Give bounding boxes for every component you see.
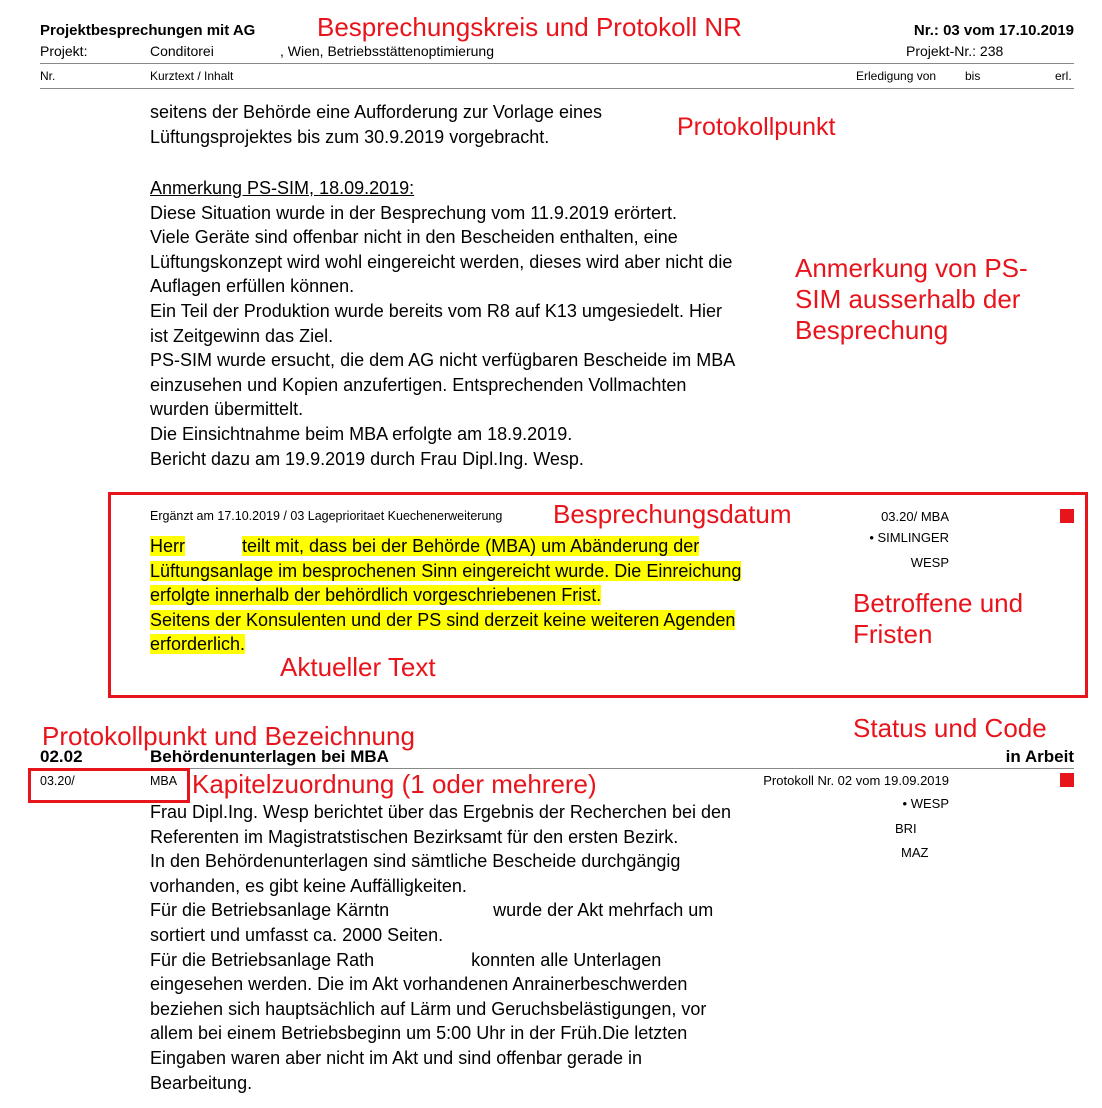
project-name-rest: , Wien, Betriebsstättenoptimierung <box>280 43 494 59</box>
text-line: seitens der Behörde eine Aufforderung zur Vorlage eines <box>150 102 602 122</box>
text-segment: wurde der Akt mehrfach um <box>493 900 714 921</box>
boxed-text <box>150 534 741 657</box>
text-segment: teilt mit, dass bei der Behörde (MBA) um Abänderung der <box>242 536 700 556</box>
item-person2: BRI <box>895 821 917 836</box>
redacted-text <box>374 948 471 973</box>
text-line: eingesehen werden. Die im Akt vorhandenen Anrainerbeschwerden <box>150 974 688 995</box>
document-title: Projektbesprechungen mit AG <box>40 22 256 39</box>
kapitel-code: 03.20/ <box>40 774 75 788</box>
anmerkung-heading: Anmerkung PS-SIM, 18.09.2019: <box>150 178 415 198</box>
text-line: erforderlich. <box>150 634 246 655</box>
section1-intro <box>150 100 602 149</box>
redacted-text <box>389 898 493 923</box>
text-line: PS-SIM wurde ersucht, die dem AG nicht verfügbaren Bescheide im MBA <box>150 350 736 371</box>
annotation-protokollpunkt: Protokollpunkt <box>677 113 836 141</box>
text-line: Viele Geräte sind offenbar nicht in den Bescheiden enthalten, eine <box>150 227 678 248</box>
annotation-kapitel: Kapitelzuordnung (1 oder mehrere) <box>192 769 597 799</box>
protocol-number: Nr.: 03 vom 17.10.2019 <box>913 22 1074 39</box>
text-line: beziehen sich hauptsächlich auf Lärm und Geruchsbelästigungen, vor <box>150 998 707 1019</box>
status-square <box>1060 509 1074 523</box>
section1-anmerkung <box>150 176 735 471</box>
text-line: Lüftungsanlage im besprochenen Sinn eingereicht wurde. Die Einreichung <box>150 560 742 581</box>
text-line: Eingaben waren aber nicht im Akt und sind offenbar gerade in <box>150 1047 642 1068</box>
item-person1: • WESP <box>902 796 949 811</box>
project-label: Projekt: <box>40 43 88 59</box>
text-line: ist Zeitgewinn das Ziel. <box>150 325 334 346</box>
annotation-status: Status und Code <box>853 713 1047 743</box>
boxed-code: 03.20/ MBA <box>881 509 949 524</box>
annotation-anmerkung-line2: SIM ausserhalb der <box>795 284 1021 315</box>
annotation-datum: Besprechungsdatum <box>553 499 792 529</box>
annotation-betroffene-line1: Betroffene und <box>853 588 1024 618</box>
col-bis: bis <box>965 69 981 83</box>
text-line: Die Einsichtnahme beim MBA erfolgte am 18.9.2019. <box>150 423 573 444</box>
boxed-person2: WESP <box>910 555 949 570</box>
redacted-name <box>185 534 242 559</box>
annotation-aktuell: Aktueller Text <box>280 652 436 682</box>
col-kurztext: Kurztext / Inhalt <box>150 69 234 83</box>
annotation-anmerkung-line3: Besprechung <box>795 315 949 346</box>
annotation-anmerkung <box>795 253 1028 347</box>
text-line: vorhanden, es gibt keine Auffälligkeiten. <box>150 875 467 896</box>
text-line: einzusehen und Kopien anzufertigen. Entsprechenden Vollmachten <box>150 374 687 395</box>
project-number: Projekt-Nr.: 238 <box>906 43 1004 59</box>
text-line: Lüftungskonzept wird wohl eingereicht werden, dieses wird aber nicht die <box>150 251 733 272</box>
text-segment: Für die Betriebsanlage Kärntn <box>150 900 390 921</box>
text-line: wurden übermittelt. <box>150 399 304 420</box>
col-erl: erl. <box>1055 69 1072 83</box>
text-line: Bericht dazu am 19.9.2019 durch Frau Dipl.Ing. Wesp. <box>150 448 584 469</box>
header-divider <box>40 63 1074 64</box>
text-line: Lüftungsprojektes bis zum 30.9.2019 vorgebracht. <box>150 126 550 147</box>
text-line: allem bei einem Betriebsbeginn um 5:00 Uhr in der Früh.Die letzten <box>150 1023 688 1044</box>
item-divider <box>40 768 1074 769</box>
text-line: Frau Dipl.Ing. Wesp berichtet über das Ergebnis der Recherchen bei den <box>150 802 731 822</box>
col-erledigung: Erledigung von <box>856 69 937 83</box>
annotation-betroffene-line2: Fristen <box>853 619 933 650</box>
ergaenzt-line: Ergänzt am 17.10.2019 / 03 Lageprioritaet Kuechenerweiterung <box>150 509 503 523</box>
protokoll-ref: Protokoll Nr. 02 vom 19.09.2019 <box>763 773 949 788</box>
item-person3: MAZ <box>901 845 929 860</box>
text-segment: Herr <box>150 536 185 556</box>
annotation-pp-bezeichnung: Protokollpunkt und Bezeichnung <box>42 721 415 751</box>
annotation-anmerkung-line1: Anmerkung von PS- <box>795 253 1028 283</box>
annotation-kreis: Besprechungskreis und Protokoll NR <box>317 12 742 42</box>
text-line: Seitens der Konsulenten und der PS sind derzeit keine weiteren Agenden <box>150 609 736 630</box>
text-line: Bearbeitung. <box>150 1072 253 1093</box>
project-name: Conditorei <box>150 43 214 59</box>
text-line: Diese Situation wurde in der Besprechung vom 11.9.2019 erörtert. <box>150 202 677 223</box>
text-line: Referenten im Magistratstischen Bezirksamt für den ersten Bezirk. <box>150 826 679 847</box>
item-text <box>150 800 731 1095</box>
text-line: Ein Teil der Produktion wurde bereits vom R8 auf K13 umgesiedelt. Hier <box>150 300 722 321</box>
item-status: in Arbeit <box>1005 747 1074 766</box>
text-segment: Für die Betriebsanlage Rath <box>150 949 375 970</box>
item-number: 02.02 <box>40 747 83 766</box>
status-square <box>1060 773 1074 787</box>
column-divider <box>40 88 1074 89</box>
kapitel-name: MBA <box>150 774 178 788</box>
item-title: Behördenunterlagen bei MBA <box>150 747 389 766</box>
text-line: erfolgte innerhalb der behördlich vorgeschriebenen Frist. <box>150 585 602 606</box>
text-line: Auflagen erfüllen können. <box>150 276 355 297</box>
col-nr: Nr. <box>40 69 56 83</box>
boxed-person1: • SIMLINGER <box>869 530 949 545</box>
text-line: In den Behördenunterlagen sind sämtliche Bescheide durchgängig <box>150 851 681 872</box>
text-line: sortiert und umfasst ca. 2000 Seiten. <box>150 924 444 945</box>
text-segment: konnten alle Unterlagen <box>471 949 662 970</box>
